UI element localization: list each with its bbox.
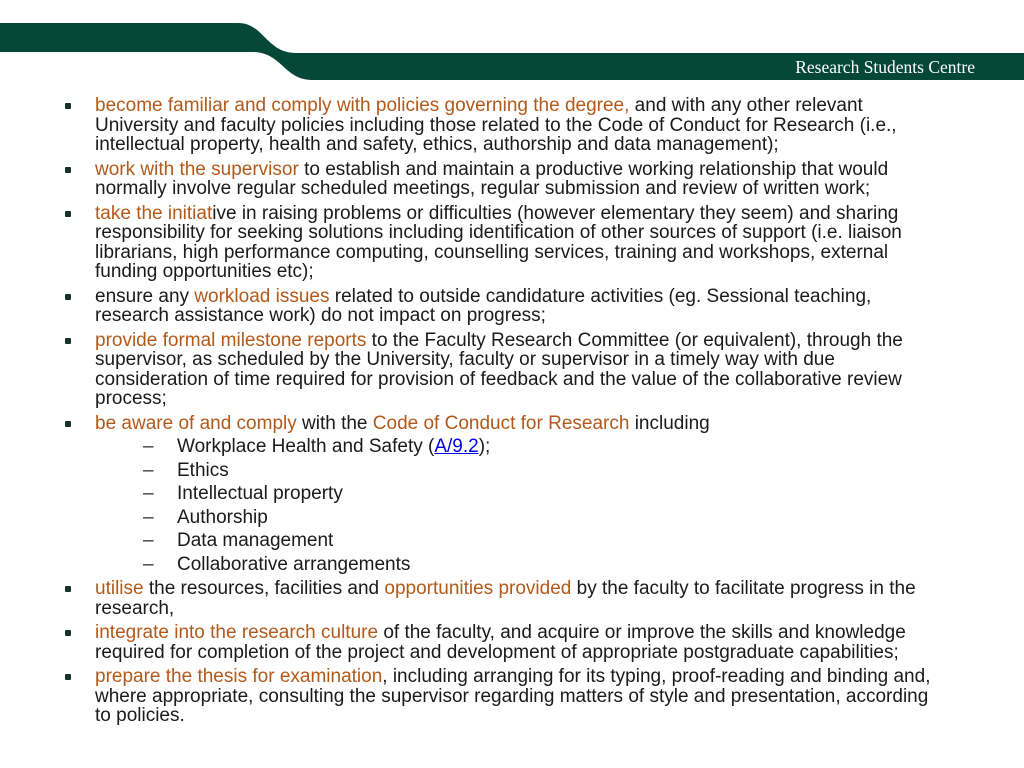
text-segment: );: [478, 436, 491, 457]
dash-marker-icon: –: [143, 459, 154, 481]
bullet-item: [60, 331, 938, 409]
bullet-item: [60, 579, 938, 618]
dash-marker-icon: –: [143, 506, 154, 528]
text-segment: be aware of and comply: [95, 412, 297, 434]
sub-bullet-list: [95, 437, 938, 574]
sub-bullet-item: [95, 437, 938, 457]
text-segment: Data management: [177, 530, 334, 551]
text-segment: become familiar and comply with policies governing the degree,: [95, 95, 630, 116]
text-segment: Workplace Health and Safety (: [177, 436, 435, 457]
text-segment: integrate into the research culture: [95, 622, 379, 643]
page-title: Research Students Centre: [795, 57, 975, 77]
text-segment: and with any other relevant University and faculty policies including those related to the Code of Conduct for Research (i.e., intellectual property, health and safety, ethics, authorship and data management);: [95, 95, 897, 155]
text-segment: including: [629, 412, 710, 434]
text-segment: prepare the thesis for examination: [95, 666, 383, 687]
bullet-dot-icon: [65, 630, 71, 636]
policy-link[interactable]: A/9.2: [434, 436, 479, 457]
text-segment: opportunities provided: [384, 578, 572, 599]
text-segment: Authorship: [177, 506, 268, 528]
text-segment: Code of Conduct for Research: [372, 412, 630, 434]
text-segment: , including arranging for its typing, proof-reading and binding and, where appropriate, consulting the supervisor regarding matters of style and presentation, according to policies.: [95, 666, 931, 726]
text-segment: workload issues: [194, 285, 330, 307]
bullet-item: [60, 623, 938, 662]
text-segment: provide formal milestone reports: [95, 329, 367, 351]
text-segment: ensure any: [95, 285, 195, 307]
text-segment: with the: [296, 412, 373, 434]
bullet-dot-icon: [65, 211, 71, 217]
bullet-dot-icon: [65, 674, 71, 680]
text-segment: the resources, facilities and: [143, 578, 385, 599]
bullet-item: [60, 667, 938, 726]
dash-marker-icon: –: [143, 553, 154, 575]
text-segment: of the faculty, and acquire or improve the skills and knowledge required for completion of the project and development of appropriate postgraduate capabilities;: [95, 622, 906, 663]
sub-bullet-item: [95, 555, 938, 575]
text-segment: take the initiat: [95, 202, 213, 224]
text-segment: by the faculty to facilitate progress in the research,: [95, 578, 916, 619]
sub-bullet-item: [95, 484, 938, 504]
bullet-item: [60, 287, 938, 326]
text-segment: ive in raising problems or difficulties (however elementary they seem) and sharing responsibility for seeking solutions including identification of other sources of support (i.e. liaison librarians, high performance computing, counselling services, training and workshops, external funding opportunities etc);: [95, 202, 902, 282]
sub-bullet-item: [95, 461, 938, 481]
text-segment: Ethics: [177, 459, 229, 481]
bullet-item: [60, 96, 938, 155]
bullet-dot-icon: [65, 421, 71, 427]
bullet-dot-icon: [65, 294, 71, 300]
dash-marker-icon: –: [143, 530, 154, 551]
sub-bullet-item: [95, 531, 938, 551]
bullet-dot-icon: [65, 167, 71, 173]
text-segment: to the Faculty Research Committee (or equivalent), through the supervisor, as scheduled by the University, faculty or supervisor in a timely way with due consideration of time required for provision of feedback and the value of the collaborative review process;: [95, 329, 903, 409]
bullet-dot-icon: [65, 103, 71, 109]
text-segment: work with the supervisor: [95, 158, 299, 180]
bullet-item: [60, 414, 938, 575]
bullet-item: [60, 160, 938, 199]
text-segment: Intellectual property: [177, 483, 343, 504]
text-segment: Collaborative arrangements: [177, 553, 411, 575]
bullet-list: [60, 96, 938, 731]
bullet-dot-icon: [65, 586, 71, 592]
text-segment: utilise: [95, 578, 144, 599]
bullet-item: [60, 204, 938, 282]
sub-bullet-item: [95, 508, 938, 528]
bullet-dot-icon: [65, 338, 71, 344]
dash-marker-icon: –: [143, 436, 154, 457]
dash-marker-icon: –: [143, 483, 154, 504]
text-segment: to establish and maintain a productive working relationship that would normally involve regular scheduled meetings, regular submission and review of written work;: [95, 158, 889, 199]
text-segment: related to outside candidature activities (eg. Sessional teaching, research assistance work) do not impact on progress;: [95, 285, 872, 326]
